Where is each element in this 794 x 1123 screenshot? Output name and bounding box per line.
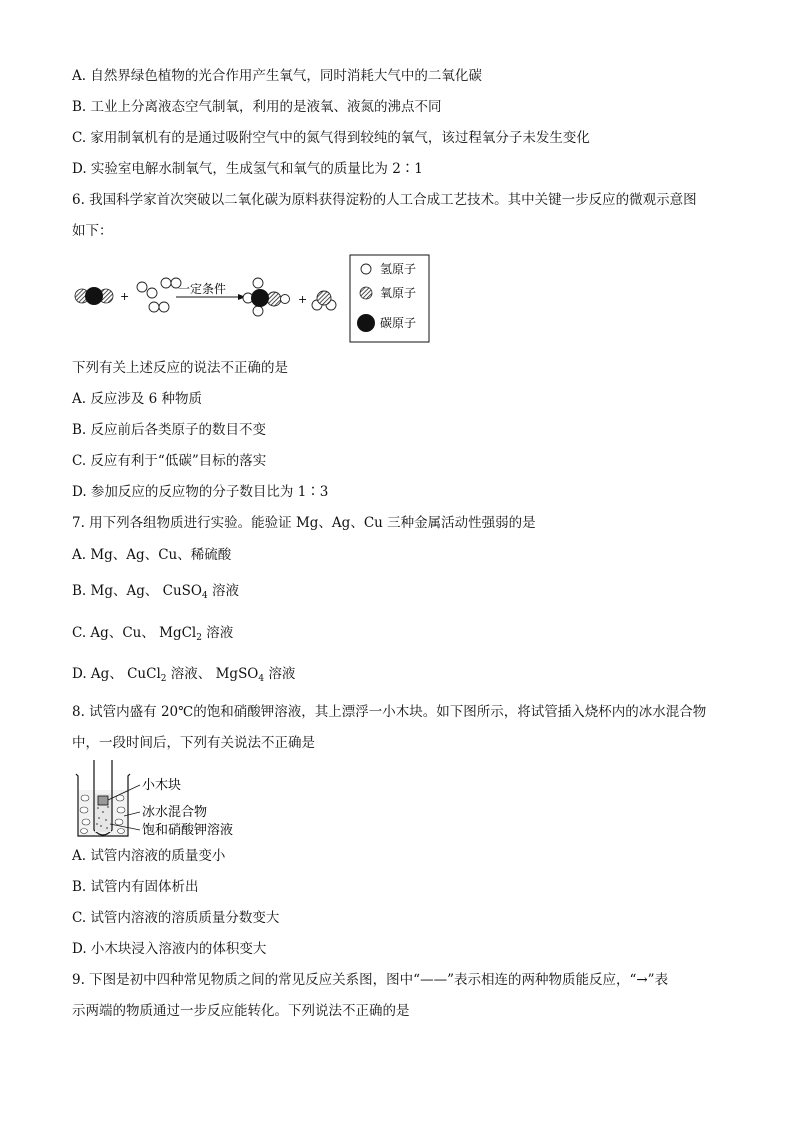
hydrogen-atom-icon: [361, 264, 371, 274]
q5-option-d: D. 实验室电解水制氧气，生成氢气和氧气的质量比为 2∶1: [72, 161, 423, 177]
legend-hydrogen: 氢原子: [380, 262, 417, 276]
q8-option-a: A. 试管内溶液的质量变小: [72, 848, 226, 864]
q6-option-d: D. 参加反应的反应物的分子数目比为 1∶3: [72, 484, 329, 500]
q6-option-c: C. 反应有利于“低碳”目标的落实: [72, 453, 267, 469]
q5-option-b: B. 工业上分离液态空气制氧，利用的是液氧、液氮的沸点不同: [72, 99, 442, 115]
wood-block: [98, 796, 108, 805]
q8-option-b: B. 试管内有固体析出: [72, 879, 199, 895]
q8-stem-line2: 中，一段时间后，下列有关说法不正确是: [72, 735, 315, 751]
q8-option-d: D. 小木块浸入溶液内的体积变大: [72, 941, 267, 957]
q6-stem-line2: 如下：: [72, 223, 113, 239]
q7-option-d: D. Ag、 CuCl$_2$ 溶液、 MgSO$_4$ 溶液: [72, 666, 296, 684]
q6-question: 下列有关上述反应的说法不正确的是: [72, 360, 288, 376]
q8-option-c: C. 试管内溶液的溶质质量分数变大: [72, 910, 280, 926]
q7-option-c: C. Ag、Cu、 MgCl$_2$ 溶液: [72, 625, 234, 643]
q5-option-c: C. 家用制氧机有的是通过吸附空气中的氮气得到较纯的氧气，该过程氧分子未发生变化: [72, 130, 590, 146]
beaker-diagram: [72, 760, 252, 840]
label-wood: 小木块: [142, 778, 182, 793]
oxygen-atom-icon: [360, 287, 372, 299]
reaction-condition: 一定条件: [178, 282, 227, 296]
q9-stem-line1: 9. 下图是初中四种常见物质之间的常见反应关系图，图中“——”表示相连的两种物质能反应，“→”表: [72, 972, 669, 988]
methanol-molecule: [243, 278, 290, 316]
q8-stem-line1: 8. 试管内盛有 20℃的饱和硝酸钾溶液，其上漂浮一小木块。如下图所示，将试管插入烧杯内的冰水混合物: [72, 704, 707, 720]
legend-carbon: 碳原子: [380, 316, 417, 330]
reaction-diagram: [68, 253, 438, 348]
q7-option-b: B. Mg、Ag、 CuSO$_4$ 溶液: [72, 583, 240, 601]
plus-sign-1: +: [120, 290, 130, 303]
q7-option-a: A. Mg、Ag、Cu、稀硫酸: [72, 547, 232, 563]
q7-stem: 7. 用下列各组物质进行实验。能验证 Mg、Ag、Cu 三种金属活动性强弱的是: [72, 515, 536, 531]
plus-sign-2: +: [298, 293, 308, 306]
carbon-atom-icon: [357, 314, 375, 332]
co2-molecule: [75, 287, 113, 305]
q5-option-a: A. 自然界绿色植物的光合作用产生氧气，同时消耗大气中的二氧化碳: [72, 68, 482, 84]
legend-oxygen: 氧原子: [380, 286, 417, 300]
label-ice: 冰水混合物: [142, 805, 208, 820]
q9-stem-line2: 示两端的物质通过一步反应能转化。下列说法不正确的是: [72, 1003, 410, 1019]
q6-option-a: A. 反应涉及 6 种物质: [72, 391, 203, 407]
q6-option-b: B. 反应前后各类原子的数目不变: [72, 422, 267, 438]
label-solution: 饱和硝酸钾溶液: [142, 823, 234, 838]
h2-molecules: [137, 278, 181, 312]
water-molecule: [312, 291, 336, 310]
q6-stem-line1: 6. 我国科学家首次突破以二氧化碳为原料获得淀粉的人工合成工艺技术。其中关键一步反应的微观示意图: [72, 192, 697, 208]
